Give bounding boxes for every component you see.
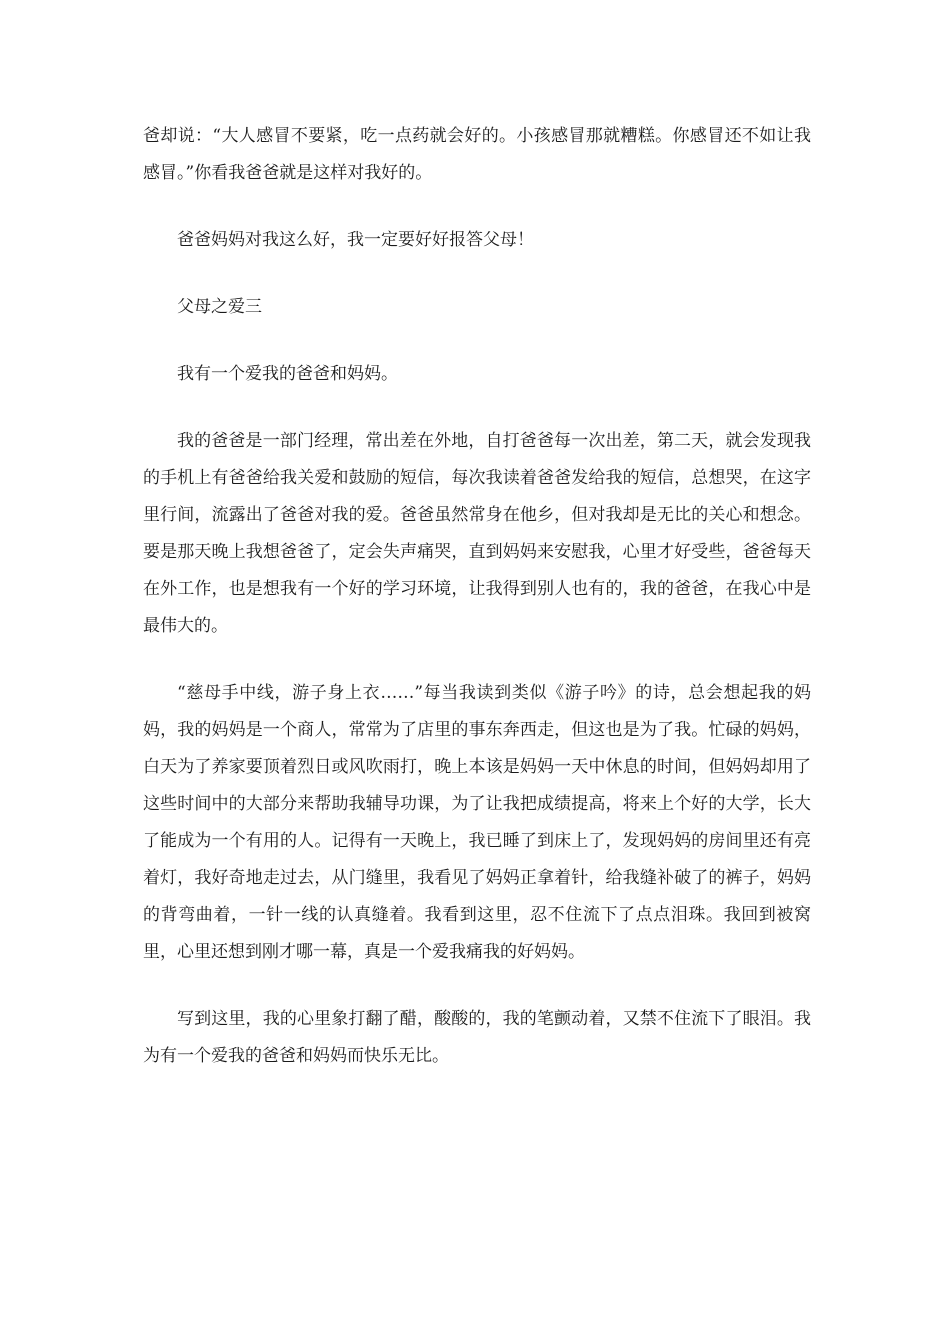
paragraph-father: 我的爸爸是一部门经理，常出差在外地，自打爸爸每一次出差，第二天，就会发现我的手机上有爸爸给我关爱和鼓励的短信，每次我读着爸爸发给我的短信，总想哭，在这字里行间，流露出了爸爸对我的爱。爸爸虽然常身在他乡，但对我却是无比的关心和想念。要是那天晚上我想爸爸了，定会失声痛哭，直到妈妈来安慰我，心里才好受些，爸爸每天在外工作，也是想我有一个好的学习环境，让我得到别人也有的，我的爸爸，在我心中是最伟大的。 <box>143 431 811 636</box>
paragraph-intro: 我有一个爱我的爸爸和妈妈。 <box>177 364 398 384</box>
document-page <box>143 118 811 1075</box>
paragraph-continuation: 爸却说：“大人感冒不要紧，吃一点药就会好的。小孩感冒那就糟糕。你感冒还不如让我感冒。”你看我爸爸就是这样对我好的。 <box>143 126 811 183</box>
paragraph-repay-parents: 爸爸妈妈对我这么好，我一定要好好报答父母！ <box>177 230 534 250</box>
paragraph-mother: “慈母手中线，游子身上衣……”每当我读到类似《游子吟》的诗，总会想起我的妈妈，我的妈妈是一个商人，常常为了店里的事东奔西走，但这也是为了我。忙碌的妈妈，白天为了养家要顶着烈日或风吹雨打，晚上本该是妈妈一天中休息的时间，但妈妈却用了这些时间中的大部分来帮助我辅导功课，为了让我把成绩提高，将来上个好的大学，长大了能成为一个有用的人。记得有一天晚上，我已睡了到床上了，发现妈妈的房间里还有亮着灯，我好奇地走过去，从门缝里，我看见了妈妈正拿着针，给我缝补破了的裤子，妈妈的背弯曲着，一针一线的认真缝着。我看到这里，忍不住流下了点点泪珠。我回到被窝里，心里还想到刚才哪一幕，真是一个爱我痛我的好妈妈。 <box>143 683 811 962</box>
section-heading: 父母之爱三 <box>177 297 262 317</box>
paragraph-conclusion: 写到这里，我的心里象打翻了醋，酸酸的，我的笔颤动着，又禁不住流下了眼泪。我为有一个爱我的爸爸和妈妈而快乐无比。 <box>143 1009 811 1066</box>
